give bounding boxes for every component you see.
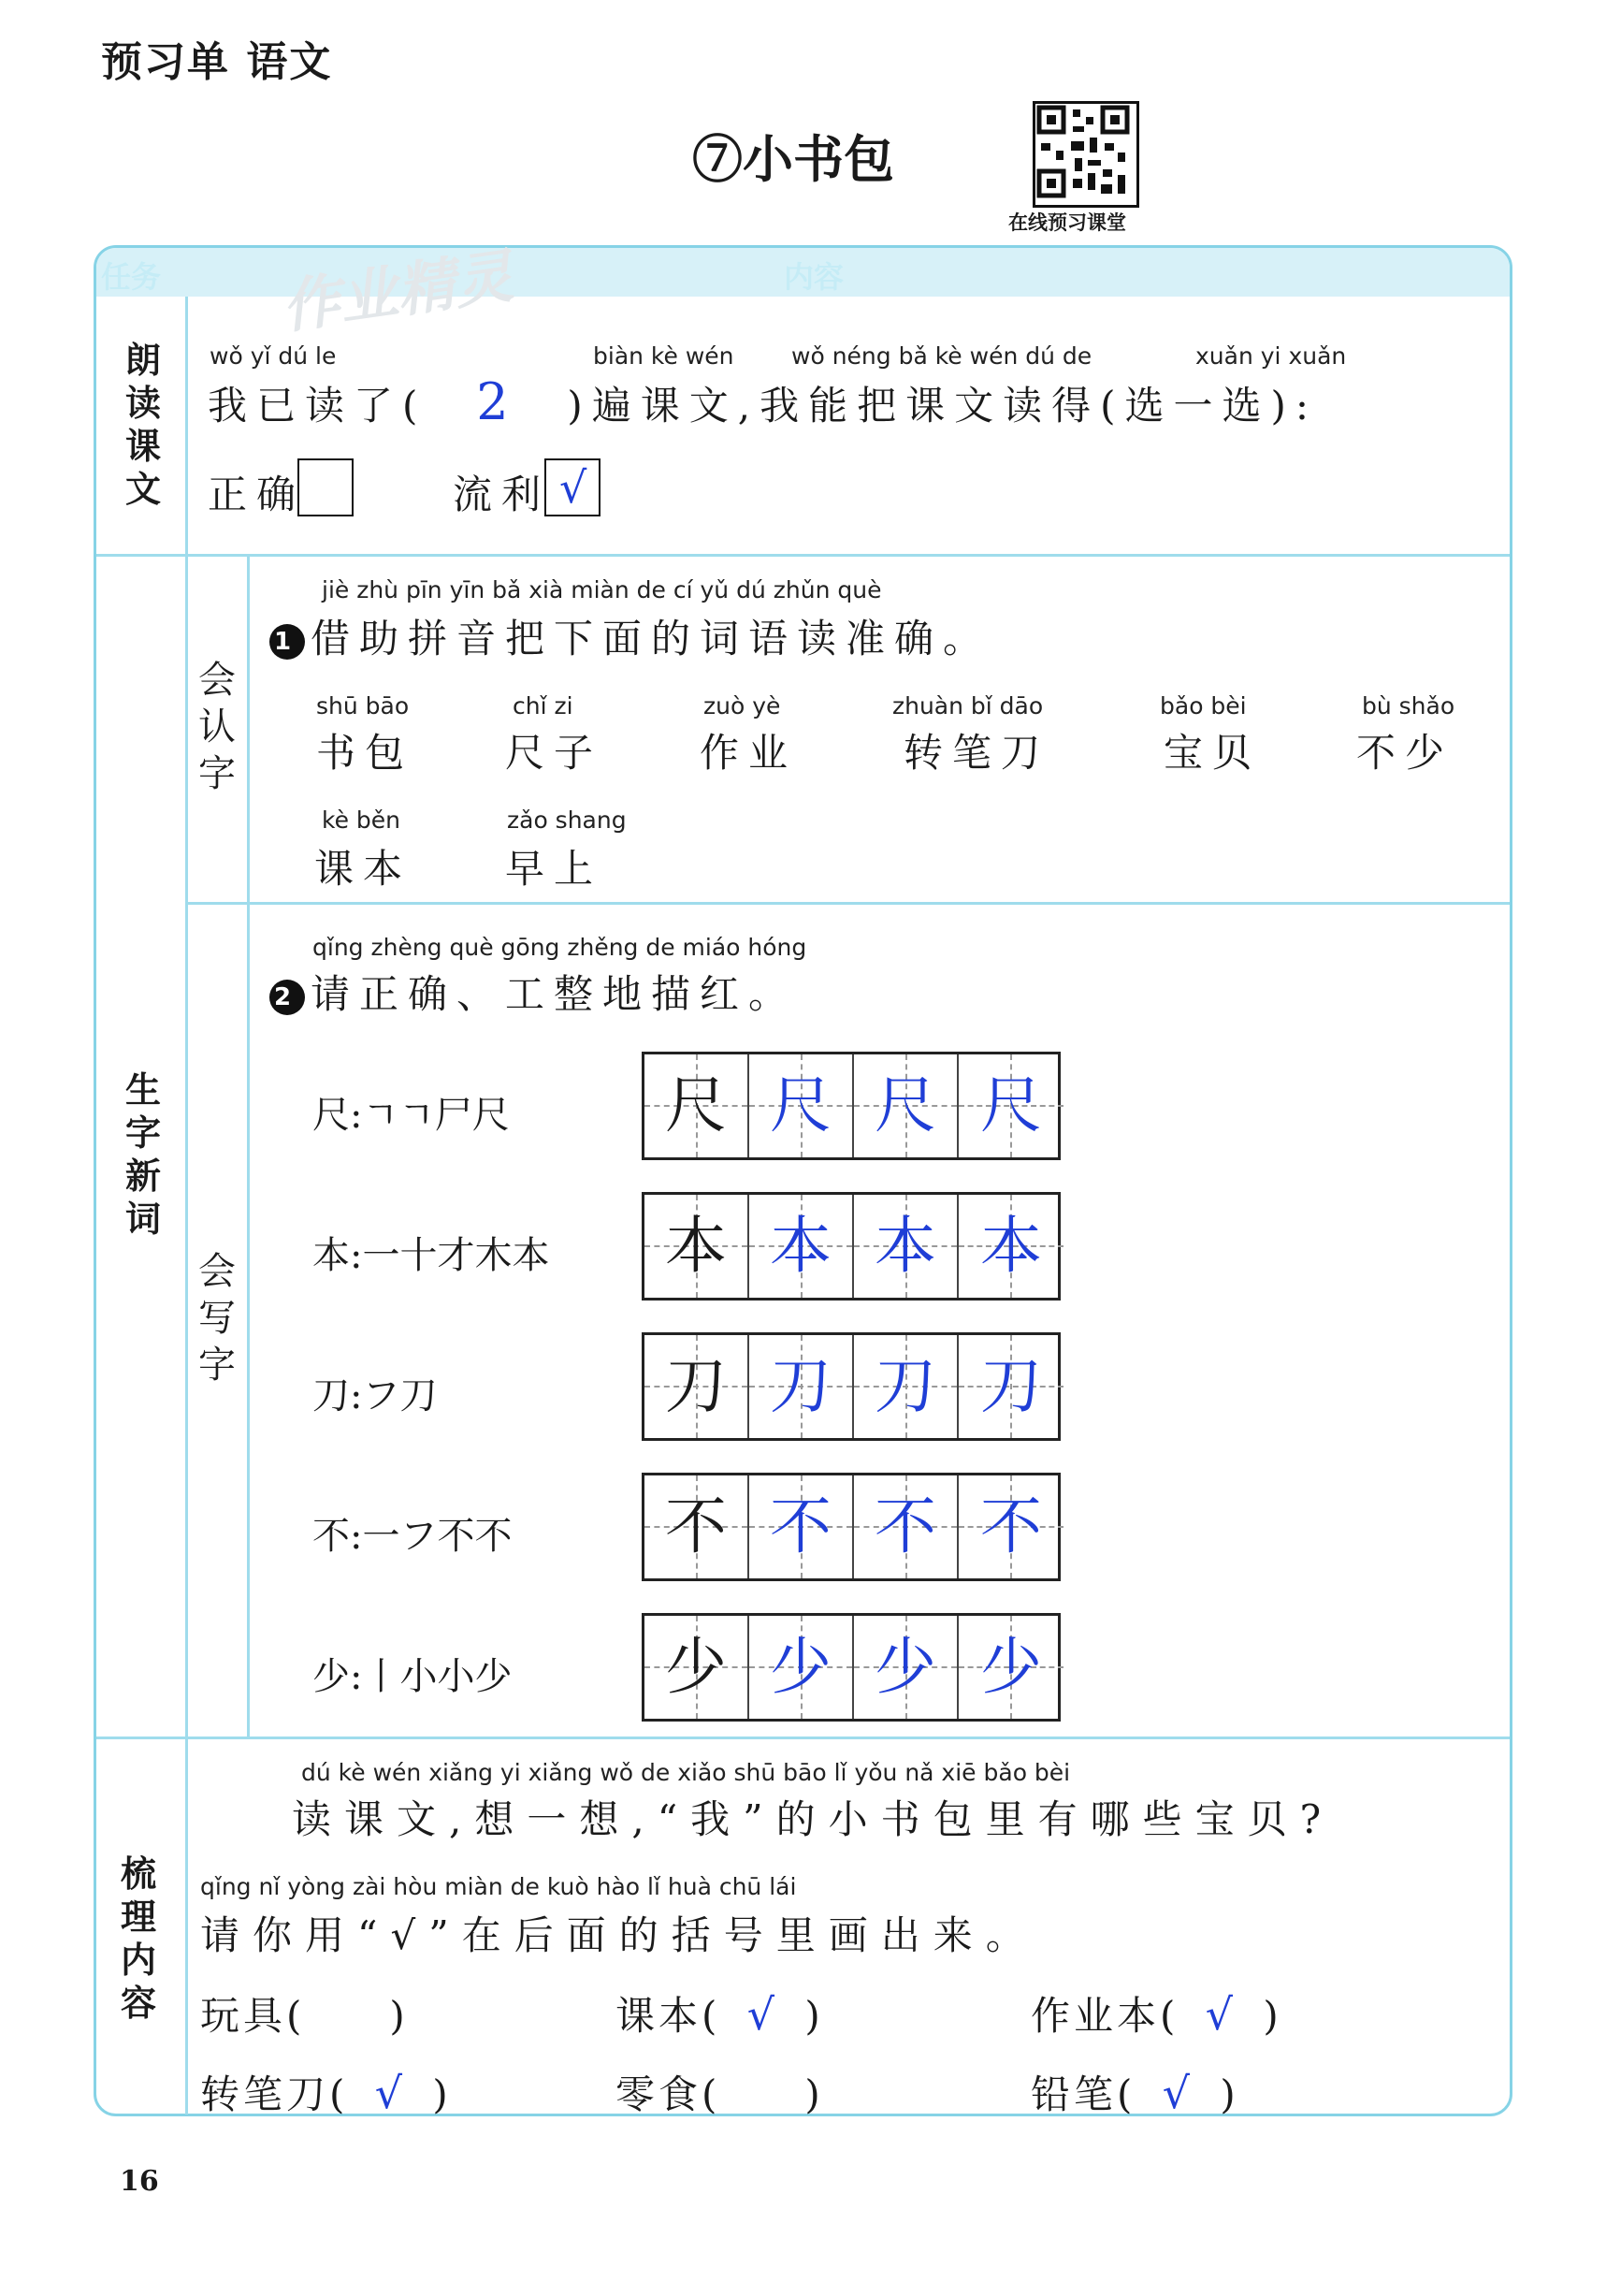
word-text: 尺子 (505, 730, 603, 776)
item-option[interactable] (615, 2064, 824, 2120)
tracing-cell[interactable] (854, 1475, 959, 1578)
traced-char: 少 (875, 1631, 936, 1703)
item-label: 作业本( (1031, 1993, 1179, 2039)
option-fluent-checkbox[interactable] (544, 458, 600, 516)
read-count-suffix: )遍课文,我能把课文读得(选一选): (567, 383, 1319, 429)
item-answer[interactable]: √ (1162, 2068, 1194, 2118)
word-text: 宝贝 (1164, 730, 1262, 776)
section-title-sort: 梳理内容 (120, 1853, 156, 2024)
item-option[interactable] (200, 1985, 409, 2042)
divider (185, 902, 1510, 905)
read-count-line (208, 372, 1318, 431)
qr-code-icon[interactable] (1033, 101, 1139, 208)
page-number: 16 (120, 2165, 159, 2198)
word-text: 早上 (505, 846, 603, 892)
model-char-cell (644, 1054, 749, 1157)
word-text: 课本 (314, 846, 412, 892)
tracing-cell[interactable] (959, 1195, 1063, 1298)
pinyin: biàn kè wén (593, 342, 734, 370)
item-label: 转笔刀( (200, 2071, 349, 2117)
word-pinyin: bǎo bèi (1160, 692, 1247, 719)
pinyin: wǒ néng bǎ kè wén dú de (791, 342, 1092, 370)
option-correct-checkbox[interactable] (297, 458, 354, 516)
sort-instruction: 请你用“√”在后面的括号里画出来。 (200, 1912, 1038, 1958)
table-header-task: 任务 (101, 259, 162, 295)
divider (247, 556, 250, 1737)
traced-char: 少 (980, 1631, 1042, 1703)
item-label: 玩具( (200, 1993, 306, 2039)
word-text: 书包 (316, 730, 414, 776)
tracing-cell[interactable] (854, 1616, 959, 1719)
tracing-grid (642, 1052, 1061, 1160)
instruction-write: 2 请正确、工整地描红。 (269, 964, 797, 1020)
subsection-title-write: 会写字 (198, 1250, 236, 1387)
instruction-recognize: 1 借助拼音把下面的词语读准确。 (269, 608, 991, 664)
model-char-cell (644, 1195, 749, 1298)
item-option[interactable] (1031, 1985, 1282, 2042)
tracing-cell[interactable] (854, 1335, 959, 1438)
item-close-paren: ) (389, 1993, 409, 2039)
model-char: 刀 (665, 1350, 727, 1422)
traced-char: 刀 (875, 1350, 936, 1422)
divider (96, 1737, 1510, 1739)
word-pinyin: zuò yè (703, 692, 781, 719)
stroke-order-label: 刀:フ刀 (312, 1374, 438, 1417)
traced-char: 刀 (980, 1350, 1042, 1422)
section-title-vocab: 生字新词 (124, 1068, 161, 1240)
item-label: 零食( (615, 2071, 721, 2117)
tracing-cell[interactable] (749, 1475, 854, 1578)
sort-question: 读课文,想一想,“我”的小书包里有哪些宝贝? (292, 1796, 1335, 1842)
item-answer[interactable]: √ (374, 2068, 407, 2118)
model-char: 少 (665, 1631, 727, 1703)
divider (96, 554, 1510, 557)
pinyin: qǐng nǐ yòng zài hòu miàn de kuò hào lǐ huà chū lái (200, 1873, 797, 1900)
tracing-cell[interactable] (959, 1054, 1063, 1157)
tracing-cell[interactable] (959, 1335, 1063, 1438)
traced-char: 尺 (980, 1069, 1042, 1141)
section-title-read: 朗读课文 (124, 339, 161, 510)
tracing-cell[interactable] (959, 1475, 1063, 1578)
pinyin: xuǎn yi xuǎn (1195, 342, 1347, 370)
item-option[interactable] (200, 2064, 452, 2120)
item-close-paren: ) (1263, 1993, 1282, 2039)
lesson-title: ⑦小书包 (692, 129, 894, 189)
model-char-cell (644, 1335, 749, 1438)
pinyin: jiè zhù pīn yīn bǎ xià miàn de cí yǔ dú zhǔn què (322, 576, 882, 603)
item-option[interactable] (1031, 2064, 1239, 2120)
traced-char: 不 (770, 1490, 832, 1562)
item-label: 课本( (615, 1993, 721, 2039)
item-option[interactable] (615, 1985, 824, 2042)
stroke-order-label: 本:一十才木本 (312, 1234, 550, 1277)
word-pinyin: zǎo shang (507, 807, 627, 834)
stroke-order-label: 不:一フ不不 (312, 1515, 513, 1558)
divider (185, 297, 188, 2114)
option-fluent-label: 流利 (453, 472, 551, 517)
table-header-content: 内容 (784, 259, 845, 295)
pinyin: qǐng zhèng què gōng zhěng de miáo hóng (312, 934, 807, 961)
model-char-cell (644, 1475, 749, 1578)
header-label: 预习单 语文 (101, 38, 333, 86)
checkmark-icon: √ (559, 462, 587, 513)
traced-char: 不 (980, 1490, 1042, 1562)
stroke-order-label: 尺:ㄱㄱ尸尺 (312, 1094, 510, 1137)
tracing-cell[interactable] (749, 1054, 854, 1157)
item-close-paren: ) (804, 2071, 824, 2117)
item-answer[interactable]: √ (746, 1989, 779, 2040)
traced-char: 本 (980, 1210, 1042, 1282)
traced-char: 不 (875, 1490, 936, 1562)
tracing-cell[interactable] (854, 1054, 959, 1157)
traced-char: 本 (770, 1210, 832, 1282)
traced-char: 刀 (770, 1350, 832, 1422)
item-close-paren: ) (1220, 2071, 1239, 2117)
word-pinyin: bù shǎo (1362, 692, 1455, 719)
qr-caption: 在线预习课堂 (1008, 211, 1126, 234)
read-count-answer[interactable]: 2 (476, 372, 518, 431)
read-count-prefix: 我已读了( (208, 383, 427, 429)
word-pinyin: zhuàn bǐ dāo (892, 692, 1044, 719)
word-pinyin: kè běn (322, 807, 401, 834)
word-pinyin: chǐ zi (513, 692, 573, 719)
item-close-paren: ) (804, 1993, 824, 2039)
word-text: 不少 (1356, 730, 1454, 776)
tracing-cell[interactable] (749, 1195, 854, 1298)
tracing-grid (642, 1613, 1061, 1722)
traced-char: 本 (875, 1210, 936, 1282)
word-text: 作业 (700, 730, 798, 776)
model-char-cell (644, 1616, 749, 1719)
word-text: 转笔刀 (904, 730, 1050, 776)
traced-char: 尺 (770, 1069, 832, 1141)
tracing-grid (642, 1192, 1061, 1301)
item-answer[interactable]: √ (1205, 1989, 1237, 2040)
model-char: 不 (665, 1490, 727, 1562)
number-badge: 1 (269, 624, 305, 660)
word-pinyin: shū bāo (316, 692, 410, 719)
subsection-title-recognize: 会认字 (198, 659, 236, 795)
item-close-paren: ) (432, 2071, 452, 2117)
traced-char: 尺 (875, 1069, 936, 1141)
model-char: 本 (665, 1210, 727, 1282)
option-correct-label: 正确 (208, 472, 306, 517)
tracing-cell[interactable] (854, 1195, 959, 1298)
tracing-grid (642, 1332, 1061, 1441)
item-label: 铅笔( (1031, 2071, 1136, 2117)
pinyin: wǒ yǐ dú le (210, 342, 337, 370)
tracing-cell[interactable] (749, 1616, 854, 1719)
traced-char: 少 (770, 1631, 832, 1703)
model-char: 尺 (665, 1069, 727, 1141)
pinyin: dú kè wén xiǎng yi xiǎng wǒ de xiǎo shū bāo lǐ yǒu nǎ xiē bǎo bèi (301, 1759, 1071, 1786)
watermark: 作业精灵 (277, 241, 517, 341)
stroke-order-label: 少:丨小小少 (312, 1655, 513, 1698)
tracing-cell[interactable] (749, 1335, 854, 1438)
tracing-cell[interactable] (959, 1616, 1063, 1719)
tracing-grid (642, 1473, 1061, 1581)
number-badge: 2 (269, 980, 305, 1015)
